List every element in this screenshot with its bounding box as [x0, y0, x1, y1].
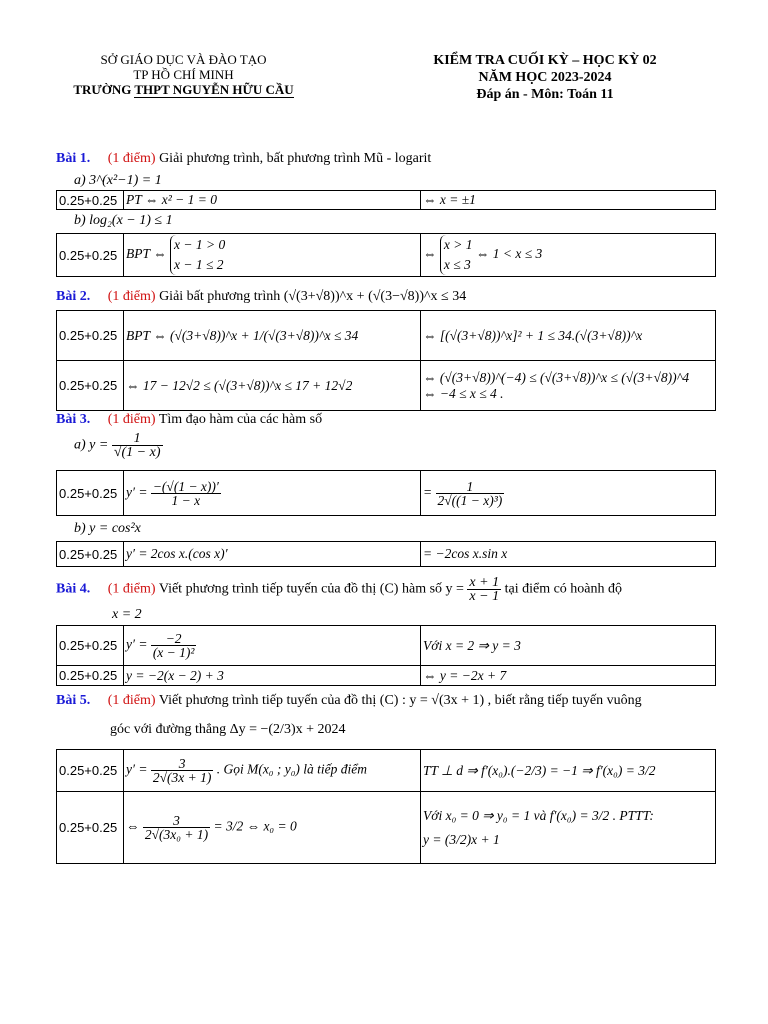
case-brace: x − 1 > 0 x − 1 ≤ 2 [170, 235, 225, 275]
answer-result: ⇔ x = ±1 [421, 191, 716, 210]
score-cell: 0.25+0.25 [57, 666, 124, 686]
score-cell: 0.25+0.25 [57, 361, 124, 411]
header-left [56, 52, 311, 97]
score-cell: 0.25+0.25 [57, 542, 124, 567]
subject: Đáp án - Môn: Toán 11 [476, 87, 614, 102]
bai1a-table [56, 190, 716, 210]
score-cell: 0.25+0.25 [57, 311, 124, 361]
bai3a-question: a) y = $\frac{1}{√(1 - x)}$ [74, 431, 161, 460]
answer-step: BPT ⇔ x − 1 > 0 x − 1 ≤ 2 [124, 234, 421, 277]
department: SỞ GIÁO DỤC VÀ ĐÀO TẠO [100, 52, 267, 67]
score-cell: 0.25+0.25 [57, 471, 124, 516]
answer-step: y′ = $\frac{-2}{\text{(x − 1)²}}$ [124, 626, 421, 666]
score-cell: 0.25+0.25 [57, 234, 124, 277]
answer-result: ⇔ (√(3+√8))^(−4) ≤ (√(3+√8))^x ≤ (√(3+√8))^4 ⇔ −4 ≤ x ≤ 4 . [421, 361, 716, 411]
score-cell: 0.25+0.25 [57, 750, 124, 792]
bai3b-table [56, 541, 716, 567]
bai4-x0: x = 2 [112, 607, 142, 622]
school: TRƯỜNG THPT NGUYỄN HỮU CẦU [73, 82, 294, 97]
bai2-heading: Bài 2. (1 điểm) Giải bất phương trình (√(3+√8))^x + (√(3−√8))^x ≤ 34 [56, 289, 467, 304]
bai5-table [56, 749, 716, 864]
answer-result: = $\frac{1}{\text{2√((1 − x)³)}}$ [421, 471, 716, 516]
bai2-table [56, 310, 716, 411]
answer-result: ⇔ y = −2x + 7 [421, 666, 716, 686]
bai1b-question: b) log₂(x − 1) ≤ 1 [74, 213, 173, 228]
answer-step: y′ = $\frac{-(√(1 - x))'}{1 - x}$ [124, 471, 421, 516]
school-year: NĂM HỌC 2023-2024 [478, 70, 612, 85]
city: TP HỒ CHÍ MINH [133, 67, 234, 82]
answer-step: ⇔ 17 − 12√2 ≤ (√(3+√8))^x ≤ 17 + 12√2 [124, 361, 421, 411]
bai3a-table [56, 470, 716, 516]
case-brace: x > 1 x ≤ 3 [440, 235, 473, 275]
answer-step: y′ = 2cos x.(cos x)′ [124, 542, 421, 567]
answer-result: ⇔ x > 1 x ≤ 3 ⇔ 1 < x ≤ 3 [421, 234, 716, 277]
answer-step: y = −2(x − 2) + 3 [124, 666, 421, 686]
bai4-table [56, 625, 716, 686]
bai1b-table [56, 233, 716, 277]
answer-step: PT ⇔ x² − 1 = 0 [124, 191, 421, 210]
answer-step: ⇔ $\frac{3}{\text{2√(3x₀ + 1)}}$ = 3/2 ⇔ x₀ = 0 [124, 792, 421, 864]
bai3b-question: b) y = cos²x [74, 521, 141, 536]
answer-result: = −2cos x.sin x [421, 542, 716, 567]
header-right [380, 52, 710, 103]
answer-step: y′ = $\frac{3}{2√(3x + 1)}$ . Gọi M(x₀ ; y₀) là tiếp điểm [124, 750, 421, 792]
exam-title: KIỂM TRA CUỐI KỲ – HỌC KỲ 02 [433, 53, 657, 68]
bai5-heading: Bài 5. (1 điểm) Viết phương trình tiếp tuyến của đồ thị (C) : y = √(3x + 1) , biết rằng tiếp tuyến vuông [56, 693, 642, 708]
score-cell: 0.25+0.25 [57, 191, 124, 210]
answer-result: ⇔ [(√(3+√8))^x]² + 1 ≤ 34.(√(3+√8))^x [421, 311, 716, 361]
answer-result: Với x = 2 ⇒ y = 3 [421, 626, 716, 666]
bai3-heading: Bài 3. (1 điểm) Tìm đạo hàm của các hàm số [56, 412, 323, 427]
score-cell: 0.25+0.25 [57, 792, 124, 864]
answer-result: TT ⊥ d ⇒ f′(x₀).(−2/3) = −1 ⇒ f′(x₀) = 3/2 [421, 750, 716, 792]
score-cell: 0.25+0.25 [57, 626, 124, 666]
bai1a-question: a) 3^(x²−1) = 1 [74, 173, 162, 188]
bai1-heading: Bài 1. (1 điểm) Giải phương trình, bất phương trình Mũ - logarit [56, 151, 432, 166]
answer-step: BPT ⇔ (√(3+√8))^x + 1/(√(3+√8))^x ≤ 34 [124, 311, 421, 361]
bai5-heading-line2: góc với đường thẳng Δy = −(2/3)x + 2024 [110, 722, 346, 737]
answer-result: Với x₀ = 0 ⇒ y₀ = 1 và f′(x₀) = 3/2 . PTTT: y = (3/2)x + 1 [421, 792, 716, 864]
bai4-heading: Bài 4. (1 điểm) Viết phương trình tiếp tuyến của đồ thị (C) hàm số y = $\frac{x + 1}{x - 1}$ tại điểm có hoành độ [56, 575, 623, 604]
